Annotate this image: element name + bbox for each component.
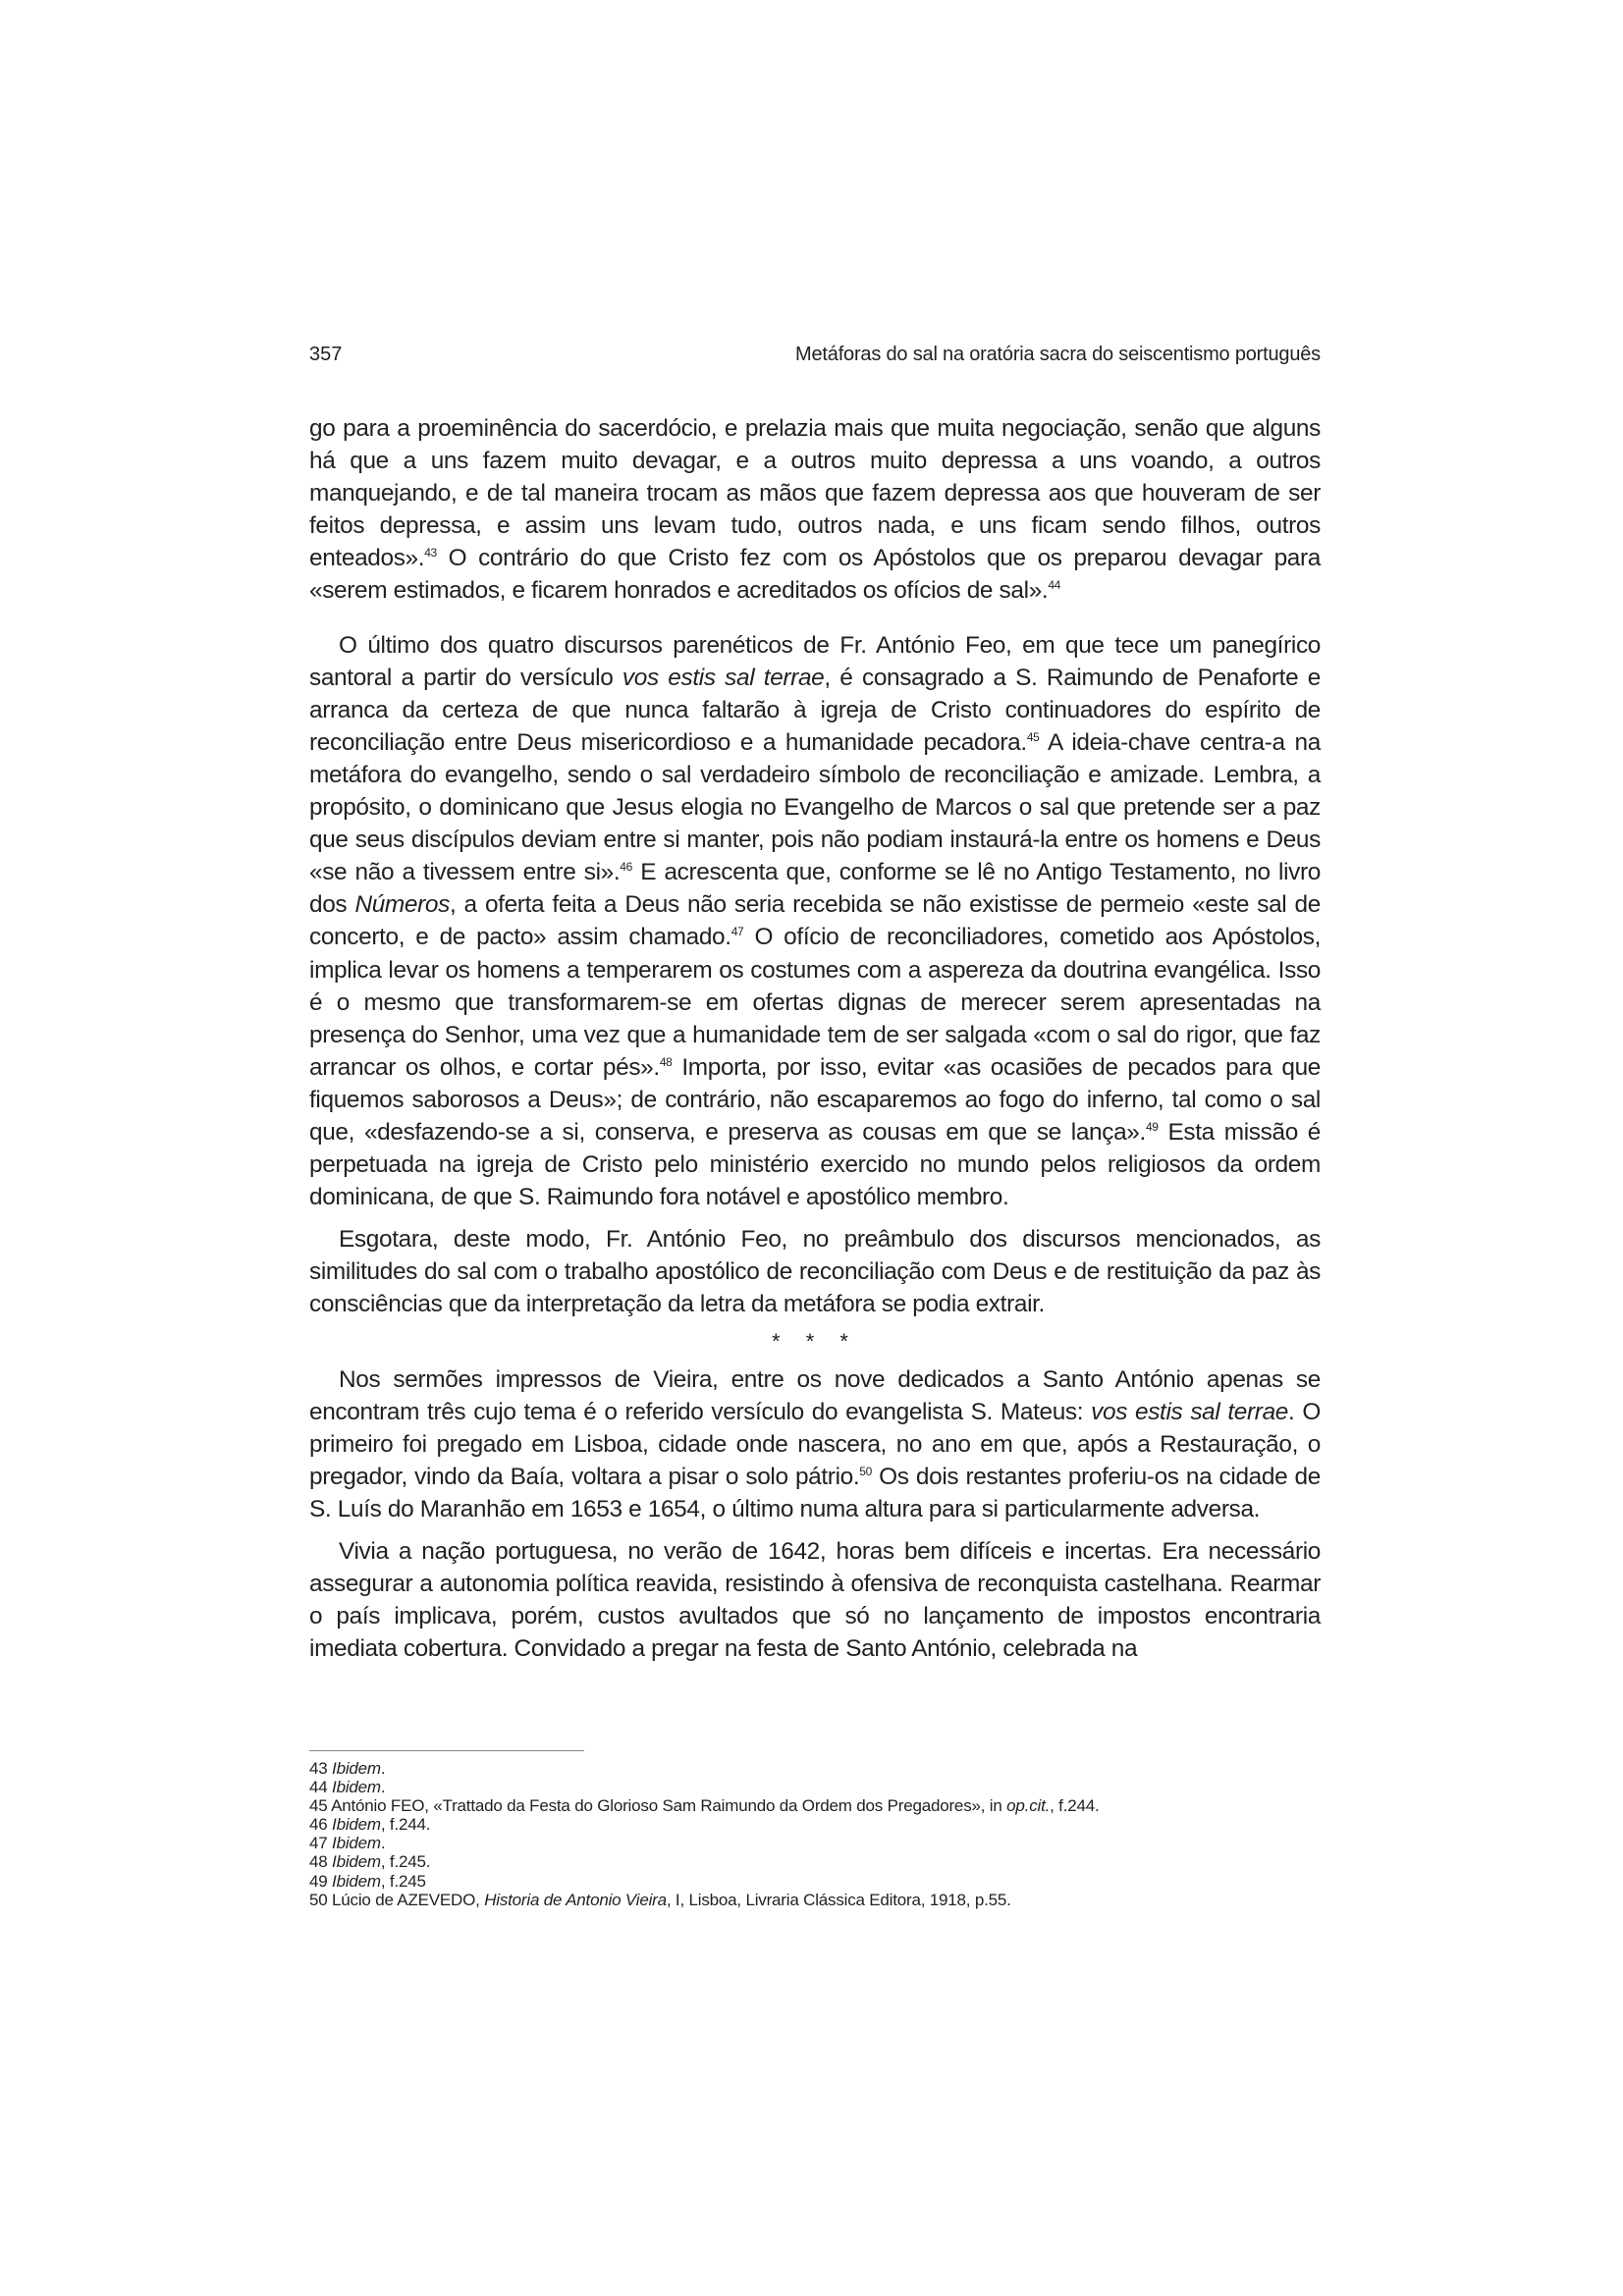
footnote-ref-43[interactable]: 43: [424, 546, 437, 561]
footnote-ref-49[interactable]: 49: [1145, 1119, 1159, 1134]
footnote-48: 48 Ibidem, f.245.: [309, 1852, 431, 1872]
footnote-ref-45[interactable]: 45: [1026, 729, 1040, 744]
page-number: 357: [309, 344, 343, 365]
running-header: [309, 340, 1321, 369]
footnote-ref-50[interactable]: 50: [859, 1464, 872, 1478]
footnote-ref-46[interactable]: 46: [620, 860, 632, 875]
footnote-44: 44 Ibidem.: [309, 1778, 386, 1797]
footnotes: [309, 1759, 1321, 1909]
paragraph-3: Esgotara, deste modo, Fr. António Feo, no preâmbulo dos discursos mencionados, as similitudes do sal com o trabalho apostólico de reconciliação com Deus e de restituição da paz às consciências que da interpretação da letra da metáfora se podia extrair.: [309, 1226, 1321, 1318]
footnote-ref-44[interactable]: 44: [1048, 578, 1060, 593]
paragraph-4: Nos sermões impressos de Vieira, entre os nove dedicados a Santo António apenas se encontram três cujo tema é o referido versículo do evangelista S. Mateus: vos estis sal terrae. O primeiro foi pregado em Lisboa, cidade onde nascera, no ano em que, após a Restauração, o pregador, vindo da Baía, voltara a pisar o solo pátrio.$^{50}$ Os dois restantes proferiu-os na cidade de S. Luís do Maranhão em 1653 e 1654, o último numa altura para si particularmente adversa.: [309, 1365, 1321, 1522]
running-title: Metáforas do sal na oratória sacra do seiscentismo português: [795, 344, 1321, 365]
footnote-46: 46 Ibidem, f.244.: [309, 1815, 431, 1835]
footnote-49: 49 Ibidem, f.245: [309, 1871, 426, 1891]
body-text: [309, 412, 1321, 1665]
footnote-divider: [309, 1750, 584, 1751]
footnote-43: 43 Ibidem.: [309, 1759, 386, 1778]
paragraph-1: go para a proeminência do sacerdócio, e prelazia mais que muita negociação, senão que alguns há que a uns fazem muito devagar, e a outros muito depressa a uns voando, a outros manquejando, e de tal maneira trocam as mãos que fazem depressa aos que houveram de ser feitos depressa, e assim uns levam tudo, outros nada, e uns ficam sendo filhos, outros enteados».$^{43}$ O contrário do que Cristo fez com os Apóstolos que os preparou devagar para «serem estimados, e ficarem honrados e acreditados os ofícios de sal».$^{44}$: [309, 415, 1321, 605]
footnote-47: 47 Ibidem.: [309, 1834, 386, 1853]
paragraph-2: O último dos quatro discursos parenéticos de Fr. António Feo, em que tece um panegírico santoral a partir do versículo vos estis sal terrae, é consagrado a S. Raimundo de Penaforte e arranca da certeza de que nunca faltarão à igreja de Cristo continuadores do espírito de reconciliação entre Deus misericordioso e a humanidade pecadora.$^{45}$ A ideia-chave centra-a na metáfora do evangelho, sendo o sal verdadeiro símbolo de reconciliação e amizade. Lembra, a propósito, o dominicano que Jesus elogia no Evangelho de Marcos o sal que pretende ser a paz que seus discípulos deviam entre si manter, pois não podiam instaurá-la entre os homens e Deus «se não a tivessem entre si».$^{46}$ E acrescenta que, conforme se lê no Antigo Testamento, no livro dos Números, a oferta feita a Deus não seria recebida se não existisse de permeio «este sal de concerto, e de pacto» assim chamado.$^{47}$ O ofício de reconciliadores, cometido aos Apóstolos, implica levar os homens a temperarem os costumes com a aspereza da doutrina evangélica. Isso é o mesmo que transformarem-se em ofertas dignas de merecer serem apresentadas na presença do Senhor, uma vez que a humanidade tem de ser salgada «com o sal do rigor, que faz arrancar os olhos, e cortar pés».$^{48}$ Importa, por isso, evitar «as ocasiões de pecados para que fiquemos saborosos a Deus»; de contrário, não escaparemos ao fogo do inferno, tal como o sal que, «desfazendo-se a si, conserva, e preserva as cousas em que se lança».$^{49}$ Esta missão é perpetuada na igreja de Cristo pelo ministério exercido no mundo pelos religiosos da ordem dominicana, de que S. Raimundo fora notável e apostólico membro.: [309, 631, 1321, 1211]
paragraph-5: Vivia a nação portuguesa, no verão de 1642, horas bem difíceis e incertas. Era necessário assegurar a autonomia política reavida, resistindo à ofensiva de reconquista castelhana. Rearmar o país implicava, porém, custos avultados que só no lançamento de impostos encontraria imediata cobertura. Convidado a pregar na festa de Santo António, celebrada na: [309, 1538, 1321, 1663]
section-separator: * * *: [772, 1328, 858, 1354]
footnote-45: 45 António FEO, «Trattado da Festa do Glorioso Sam Raimundo da Ordem dos Pregadores», in op.cit., f.244.: [309, 1796, 1100, 1816]
footnote-50: 50 Lúcio de AZEVEDO, Historia de Antonio Vieira, I, Lisboa, Livraria Clássica Editora, 1918, p.55.: [309, 1890, 1011, 1909]
footnote-ref-47[interactable]: 47: [730, 925, 744, 939]
footnote-ref-48[interactable]: 48: [659, 1054, 673, 1069]
